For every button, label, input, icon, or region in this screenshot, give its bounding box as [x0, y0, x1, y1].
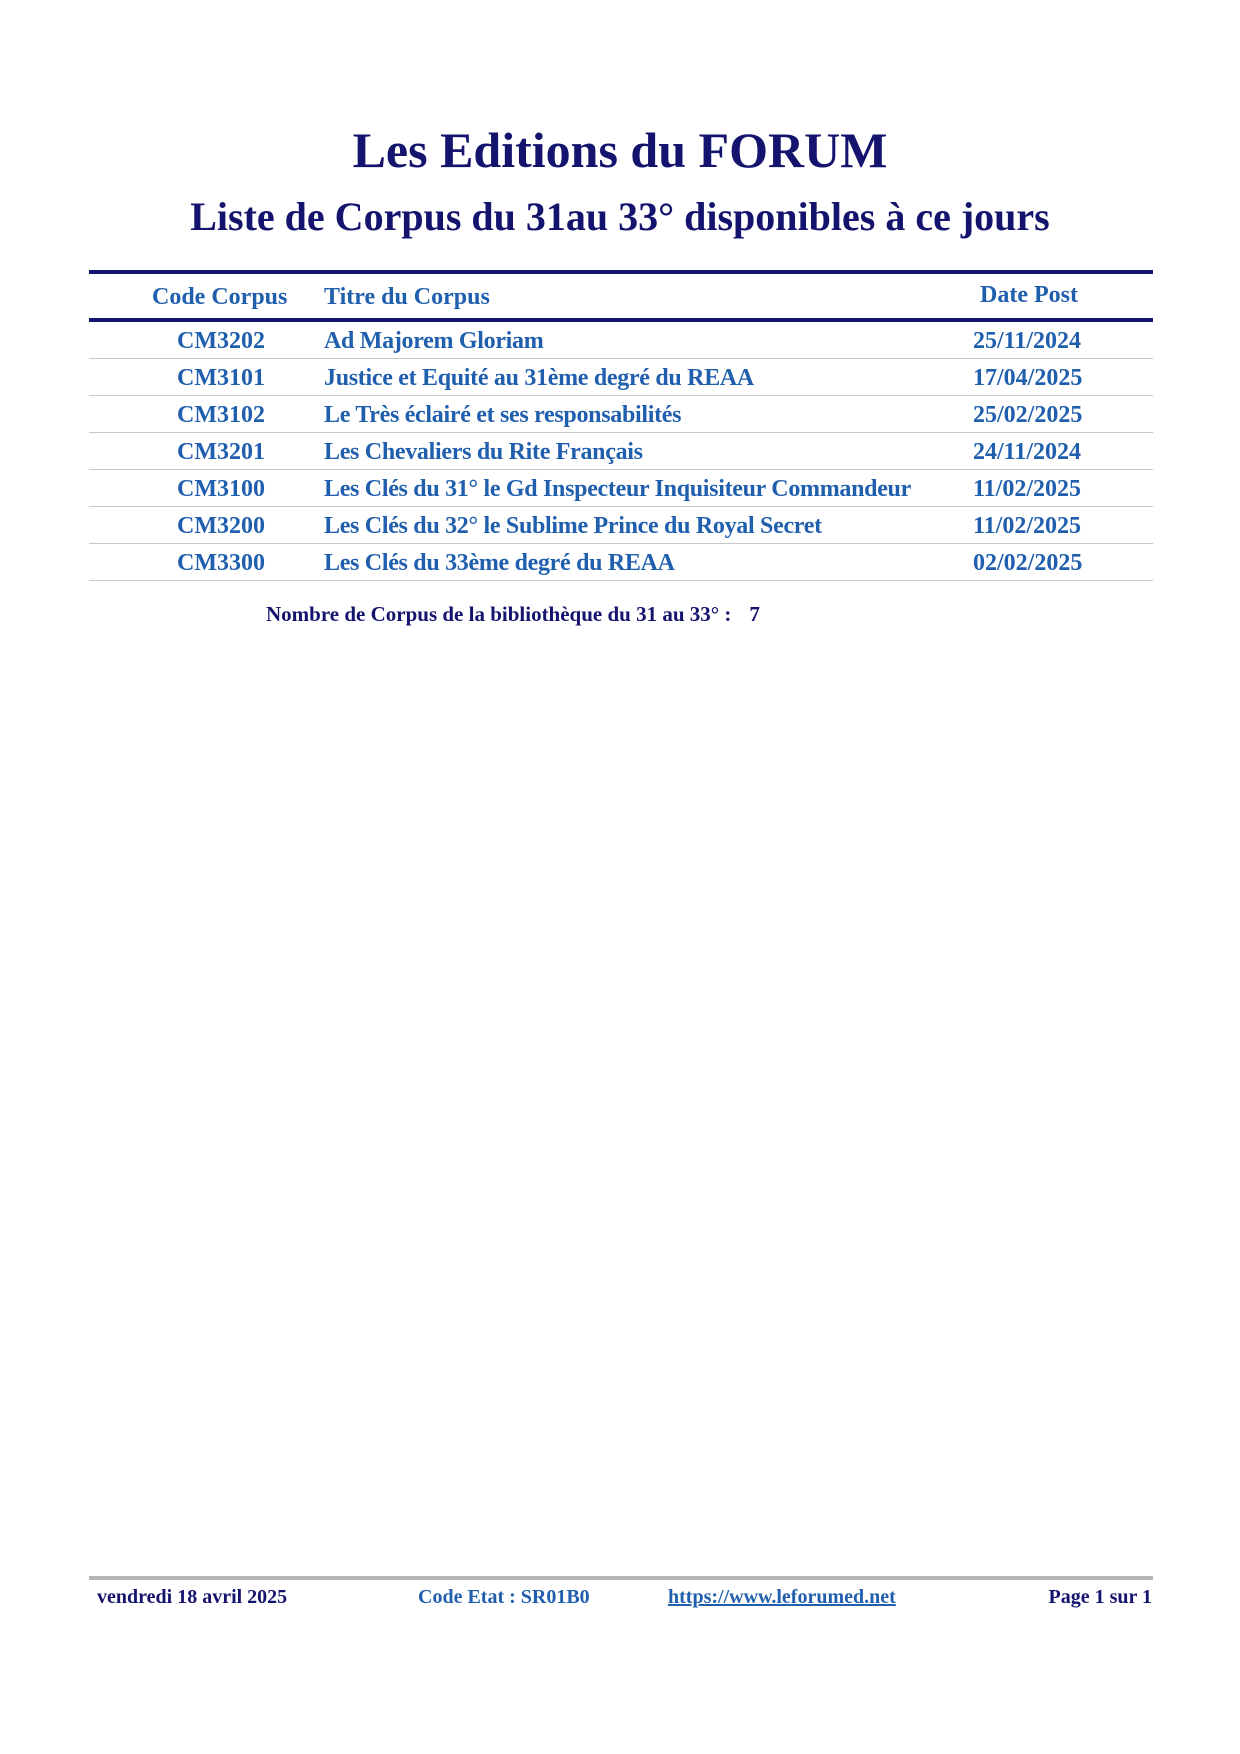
row-title: Les Chevaliers du Rite Français — [324, 439, 643, 465]
row-code: CM3101 — [177, 365, 265, 391]
table-row — [89, 322, 1153, 359]
footer-website-link[interactable]: https://www.leforumed.net — [668, 1586, 896, 1608]
row-date: 17/04/2025 — [973, 365, 1083, 391]
table-row — [89, 544, 1153, 581]
table-row — [89, 507, 1153, 544]
footer-page-number: Page 1 sur 1 — [1048, 1586, 1152, 1608]
row-code: CM3201 — [177, 439, 265, 465]
corpus-table — [89, 322, 1153, 581]
column-header-date: Date Post — [980, 282, 1078, 308]
row-code: CM3200 — [177, 513, 265, 539]
column-header-title: Titre du Corpus — [324, 284, 490, 310]
row-title: Les Clés du 32° le Sublime Prince du Royal Secret — [324, 513, 822, 539]
row-date: 25/11/2024 — [973, 328, 1082, 354]
row-title: Le Très éclairé et ses responsabilités — [324, 402, 682, 428]
table-row — [89, 433, 1153, 470]
row-title: Justice et Equité au 31ème degré du REAA — [324, 365, 754, 391]
row-code: CM3100 — [177, 476, 265, 502]
corpus-count-label: Nombre de Corpus de la bibliothèque du 31 au 33° : — [266, 602, 732, 626]
page-subtitle: Liste de Corpus du 31au 33° disponibles à ce jours — [190, 194, 1050, 239]
row-code: CM3102 — [177, 402, 265, 428]
row-date: 02/02/2025 — [973, 550, 1083, 576]
corpus-count — [266, 600, 760, 628]
footer-rule — [89, 1576, 1153, 1580]
row-date: 24/11/2024 — [973, 439, 1082, 465]
footer-code-etat: Code Etat : SR01B0 — [418, 1586, 590, 1608]
row-code: CM3300 — [177, 550, 265, 576]
table-top-rule — [89, 270, 1153, 274]
row-title: Les Clés du 33ème degré du REAA — [324, 550, 675, 576]
corpus-count-value: 7 — [749, 602, 760, 626]
row-code: CM3202 — [177, 328, 265, 354]
table-row — [89, 470, 1153, 507]
row-date: 25/02/2025 — [973, 402, 1083, 428]
row-title: Les Clés du 31° le Gd Inspecteur Inquisiteur Commandeur — [324, 476, 911, 502]
column-header-code: Code Corpus — [152, 284, 288, 310]
footer-date: vendredi 18 avril 2025 — [97, 1586, 288, 1608]
page-title: Les Editions du FORUM — [352, 122, 888, 178]
table-row — [89, 359, 1153, 396]
row-title: Ad Majorem Gloriam — [324, 328, 544, 354]
row-date: 11/02/2025 — [973, 476, 1082, 502]
row-date: 11/02/2025 — [973, 513, 1082, 539]
table-row — [89, 396, 1153, 433]
